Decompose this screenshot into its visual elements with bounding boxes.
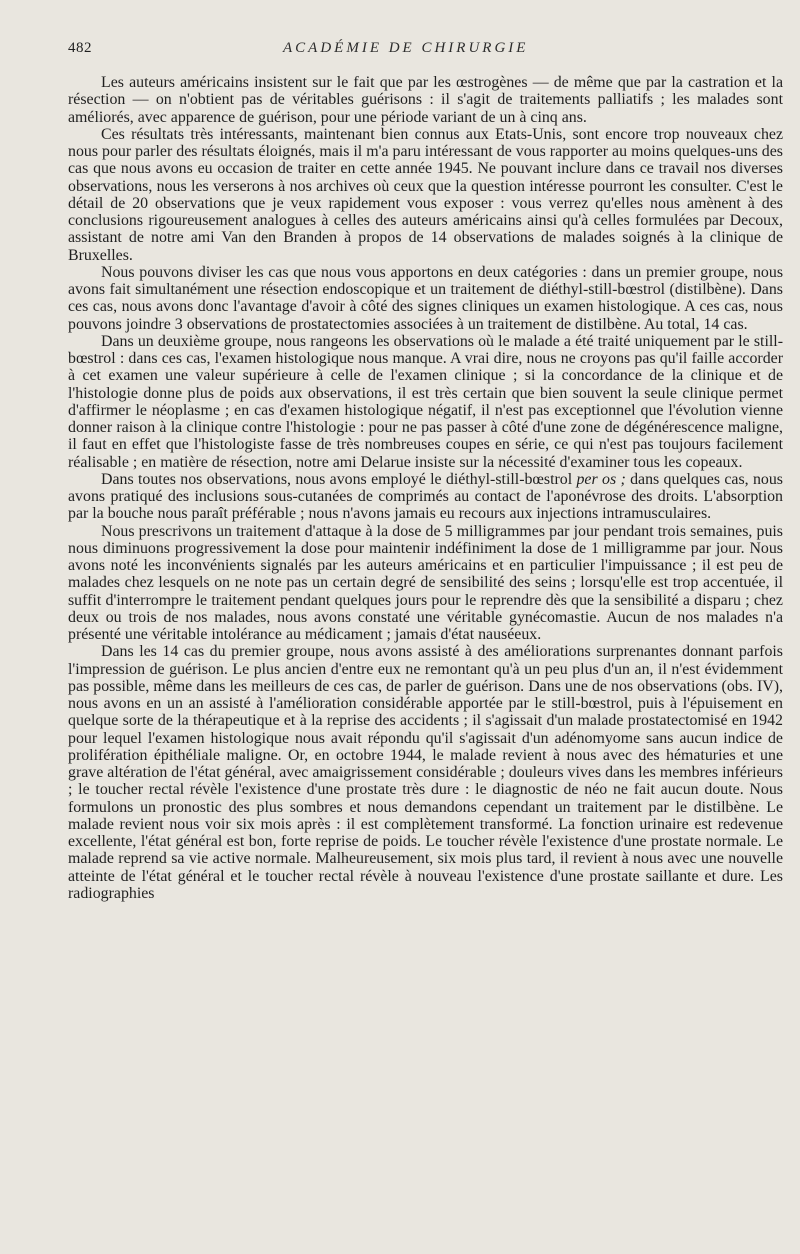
page-header xyxy=(68,40,740,62)
italic-phrase: per os ; xyxy=(576,470,626,488)
body-text xyxy=(68,74,783,902)
paragraph: Ces résultats très intéressants, maintenant bien connus aux Etats-Unis, sont encore trop nouveaux chez nous pour parler des résultats éloignés, mais il m'a paru intéressant de vous rapporter au moins quelques-uns des cas que nous avons eu occasion de traiter en cette année 1945. Ne pouvant inclure dans ce travail nos diverses observations, nous les verserons à nos archives où ceux que la question intéresse pourront les consulter. C'est le détail de 20 observations que je veux rapidement vous exposer : vous verrez qu'elles nous amènent à des conclusions rigoureusement analogues à celles des auteurs américains ainsi qu'à celles formulées par Decoux, assistant de notre ami Van den Branden à propos de 14 observations de malades soignés à la clinique de Bruxelles. xyxy=(68,125,783,264)
paragraph: Les auteurs américains insistent sur le fait que par les œstrogènes — de même que par la castration et la résection — on n'obtient pas de véritables guérisons : il s'agit de traitements palliatifs ; les malades sont améliorés, avec apparence de guérison, pour une période variant de un à cinq ans. xyxy=(68,74,783,126)
running-head: ACADÉMIE DE CHIRURGIE xyxy=(283,40,529,56)
paragraph: Dans un deuxième groupe, nous rangeons les observations où le malade a été traité uniquement par le still-bœstrol : dans ces cas, l'examen histologique nous manque. A vrai dire, nous ne croyons pas qu'il faille accorder à cet examen une valeur supérieure à celle de l'examen clinique ; si la concordance de la clinique et de l'histologie donne plus de poids aux observations, il est très certain que bien souvent la seule clinique permet d'affirmer le néoplasme ; en cas d'examen histologique négatif, il n'est pas exceptionnel que l'évolution vienne donner raison à la clinique contre l'histologie : pour ne pas passer à côté d'une zone de dégénérescence maligne, il faut en effet que l'histologiste fasse de très nombreuses coupes en série, ce qui n'est pas toujours facilement réalisable ; en matière de résection, notre ami Delarue insiste sur la nécessité d'examiner tous les copeaux. xyxy=(68,332,783,471)
paragraph: Nous pouvons diviser les cas que nous vous apportons en deux catégories : dans un premier groupe, nous avons fait simultanément une résection endoscopique et un traitement de diéthyl-still-bœstrol (distilbène). Dans ces cas, nous avons donc l'avantage d'avoir à côté des signes cliniques un examen histologique. A ces cas, nous pouvons joindre 3 observations de prostatectomies associées à un traitement de distilbène. Au total, 14 cas. xyxy=(68,263,783,333)
paragraph-text: Dans toutes nos observations, nous avons employé le diéthyl-still-bœstrol xyxy=(101,470,577,488)
paragraph: Dans les 14 cas du premier groupe, nous avons assisté à des améliorations surprenantes donnant parfois l'impression de guérison. Le plus ancien d'entre eux ne remontant qu'à un peu plus d'un an, il n'est évidemment pas possible, même dans les meilleurs de ces cas, de parler de guérison. Dans une de nos observations (obs. IV), nous avons en un an assisté à l'amélioration considérable apportée par le still-bœstrol, puis à l'épuisement en quelque sorte de la thérapeutique et à la reprise des accidents ; il s'agissait d'un malade prostatectomisé en 1942 pour lequel l'examen histologique nous avait répondu qu'il s'agissait d'un adénomyome sans aucun indice de prolifération épithéliale maligne. Or, en octobre 1944, le malade revient à nous avec des hématuries et une grave altération de l'état général, avec amaigrissement considérable ; douleurs vives dans les membres inférieurs ; le toucher rectal révèle l'existence d'une prostate très dure : le diagnostic de néo ne fait aucun doute. Nous formulons un pronostic des plus sombres et nous demandons cependant un traitement par le distilbène. Le malade revient nous voir six mois après : il est complètement transformé. La fonction urinaire est redevenue excellente, l'état général est bon, forte reprise de poids. Le toucher révèle l'existence d'une prostate normale. Le malade reprend sa vie active normale. Malheureusement, six mois plus tard, il revient à nous avec une nouvelle atteinte de l'état général et le toucher rectal révèle à nouveau l'existence d'une prostate saillante et dure. Les radiographies xyxy=(68,643,783,902)
paragraph xyxy=(68,471,783,523)
paragraph: Nous prescrivons un traitement d'attaque à la dose de 5 milligrammes par jour pendant trois semaines, puis nous diminuons progressivement la dose pour maintenir indéfiniment la dose de 1 milligramme par jour. Nous avons noté les inconvénients signalés par les auteurs américains et en particulier l'impuissance ; il est peu de malades chez lesquels on ne note pas un certain degré de sensibilité des seins ; lorsqu'elle est trop accentuée, il suffit d'interrompre le traitement pendant quelques jours pour le reprendre dès que la sensibilité a disparu ; chez deux ou trois de nos malades, nous avons constaté une véritable gynécomastie. Aucun de nos malades n'a présenté une véritable intolérance au médicament ; jamais d'état nauséeux. xyxy=(68,522,783,643)
paragraph-text: dans quelques cas, nous avons pratiqué des inclusions sous-cutanées de comprimés au contact de l'aponévrose des droits. L'absorption par la bouche nous paraît préférable ; nous n'avons jamais eu recours aux injections intramusculaires. xyxy=(68,470,783,523)
page-number: 482 xyxy=(68,40,92,56)
